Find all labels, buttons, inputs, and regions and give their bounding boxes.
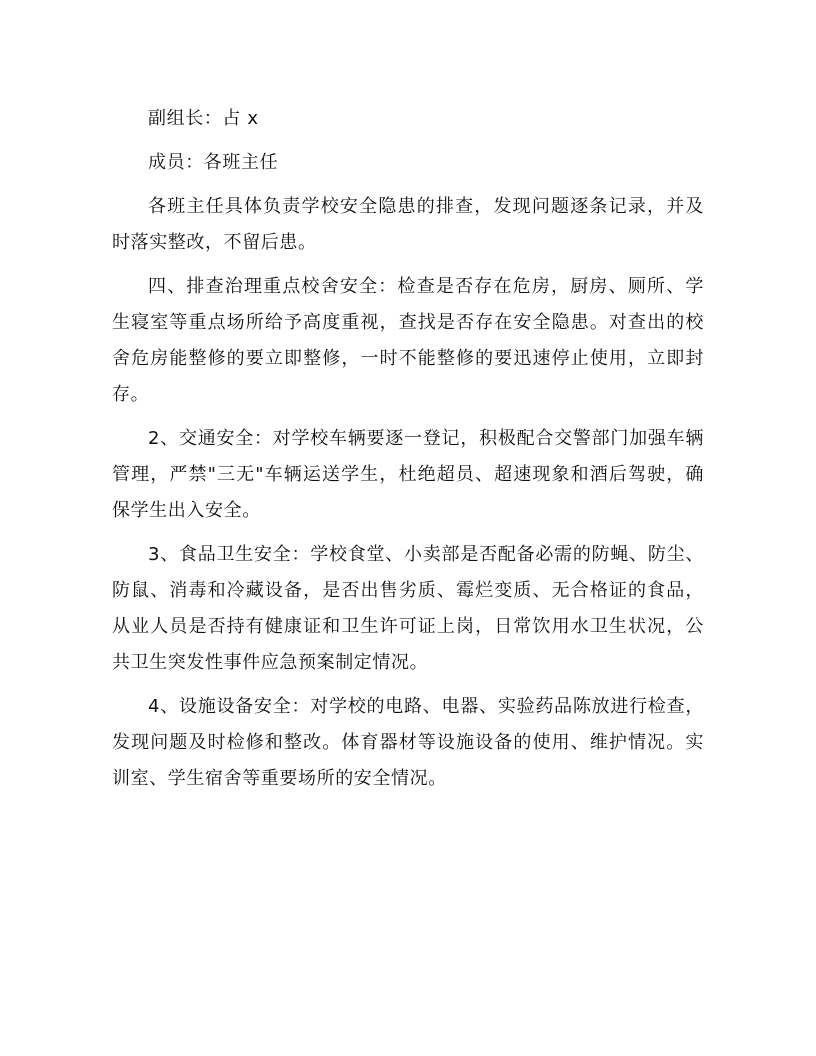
members-line: 成员：各班主任 bbox=[148, 152, 279, 173]
school-building-safety-paragraph: 四、排查治理重点校舍安全：检查是否存在危房，厨房、厕所、学生寝室等重点场所给予高度重视，查找是否存在安全隐患。对查出的校舍危房能整修的要立即整修，一时不能整修的要迅速停止使用，立即封存。 bbox=[112, 276, 704, 405]
paragraph-spacer bbox=[112, 413, 704, 421]
paragraph-spacer bbox=[112, 137, 704, 145]
class-teacher-responsibility-paragraph: 各班主任具体负责学校安全隐患的排查，发现问题逐条记录，并及时落实整改，不留后患。 bbox=[112, 196, 704, 253]
paragraph-spacer bbox=[112, 529, 704, 537]
food-hygiene-safety-paragraph: 3、食品卫生安全：学校食堂、小卖部是否配备必需的防蝇、防尘、防鼠、消毒和冷藏设备，是否出售劣质、霉烂变质、无合格证的食品，从业人员是否持有健康证和卫生许可证上岗，日常饮用水卫生状况，公共卫生突发性事件应急预案制定情况。 bbox=[112, 544, 704, 673]
document-body bbox=[112, 101, 704, 797]
paragraph-spacer bbox=[112, 681, 704, 689]
deputy-leader-line: 副组长：占 x bbox=[148, 108, 259, 129]
paragraph-spacer bbox=[112, 261, 704, 269]
traffic-safety-paragraph: 2、交通安全：对学校车辆要逐一登记，积极配合交警部门加强车辆管理，严禁"三无"车辆运送学生，杜绝超员、超速现象和酒后驾驶，确保学生出入安全。 bbox=[112, 428, 704, 521]
paragraph-spacer bbox=[112, 181, 704, 189]
facility-equipment-safety-paragraph: 4、设施设备安全：对学校的电路、电器、实验药品陈放进行检查，发现问题及时检修和整改。体育器材等设施设备的使用、维护情况。实训室、学生宿舍等重要场所的安全情况。 bbox=[112, 696, 704, 789]
